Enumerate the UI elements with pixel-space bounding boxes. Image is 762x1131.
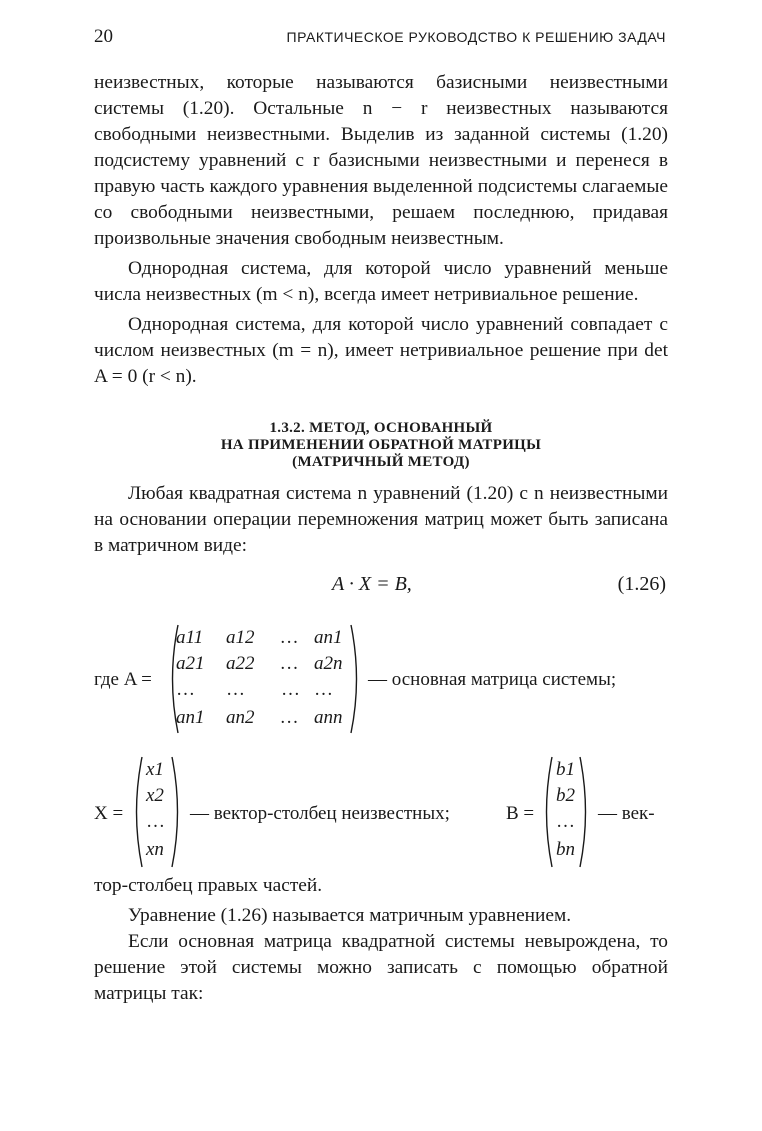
matrix-a-cell: …: [281, 707, 298, 728]
matrix-a-cell: an1: [314, 627, 343, 648]
matrix-a-prefix: где A =: [94, 669, 152, 690]
matrix-a-cell: an2: [226, 707, 255, 728]
matrix-a-cell: a11: [176, 627, 204, 648]
matrix-a-cell: …: [281, 627, 298, 648]
vector-b-entry: bn: [556, 839, 575, 860]
matrix-a-cell: …: [176, 679, 195, 700]
matrix-a-block: [94, 623, 668, 739]
section-heading: [94, 420, 668, 471]
equation-number: (1.26): [617, 573, 666, 595]
page-number: 20: [94, 26, 113, 47]
vector-x-caption: — вектор-столбец неизвестных;: [190, 803, 450, 824]
vector-x-entry: xn: [146, 839, 164, 860]
vector-b-prefix: B =: [506, 803, 535, 824]
equation-text: A · X = B,: [332, 573, 412, 595]
paragraph-rhs-vector: тор-столбец правых частей.: [94, 875, 323, 896]
vector-b-right-paren: [578, 755, 592, 869]
page-body: [94, 70, 668, 1007]
vector-b-left-paren: [540, 755, 554, 869]
matrix-a-cell: …: [281, 653, 298, 674]
paragraph-inverse-matrix: Если основная матрица квадратной системы невырождена, то решение этой системы можно записать с помощью обратной матрицы так:: [94, 931, 668, 1004]
page-header: [94, 26, 666, 48]
vector-x-prefix: X =: [94, 803, 124, 824]
section-heading-line-1: 1.3.2. МЕТОД, ОСНОВАННЫЙ: [269, 420, 493, 436]
vector-x-left-paren: [130, 755, 144, 869]
vector-x-right-paren: [170, 755, 184, 869]
vector-b-caption: — век-: [598, 803, 655, 824]
matrix-a-right-paren: [349, 623, 363, 735]
matrix-a-cell: an1: [176, 707, 205, 728]
matrix-a-caption: — основная матрица системы;: [368, 669, 617, 690]
matrix-a-cell: a22: [226, 653, 255, 674]
vector-x-entry: x1: [146, 759, 164, 780]
vector-b-entry: b2: [556, 785, 575, 806]
running-title: ПРАКТИЧЕСКОЕ РУКОВОДСТВО К РЕШЕНИЮ ЗАДАЧ: [286, 29, 666, 45]
equation-1-26: [94, 573, 668, 603]
vector-x-entry: x2: [146, 785, 164, 806]
paragraph-homogeneous-m-equals-n: Однородная система, для которой число уравнений совпадает с числом неизвестных (m = n), имеет нетривиальное решение при det A = 0 (r < n).: [94, 314, 668, 387]
vector-b-entry: …: [556, 811, 575, 832]
vector-x-entry: …: [146, 811, 165, 832]
paragraph-matrix-equation: Уравнение (1.26) называется матричным уравнением.: [128, 905, 572, 926]
matrix-a-cell: …: [226, 679, 245, 700]
matrix-a-cell: ann: [314, 707, 343, 728]
vectors-block: [94, 755, 668, 873]
paragraph-basis-unknowns: неизвестных, которые называются базисными неизвестными системы (1.20). Остальные n − r неизвестных называются свободными неизвестными. Выделив из заданной системы (1.20) подсистему уравнений с r базисными неизвестными и перенеся в правую часть каждого уравнения выделенной подсистемы слагаемые со свободными неизвестными, решаем последнюю, придавая произвольные значения свободным неизвестным.: [94, 72, 668, 249]
vector-b-entry: b1: [556, 759, 575, 780]
section-heading-line-3: (МАТРИЧНЫЙ МЕТОД): [292, 454, 470, 470]
matrix-a-cell: a12: [226, 627, 255, 648]
matrix-a-cell: a2n: [314, 653, 343, 674]
matrix-a-cell: a21: [176, 653, 205, 674]
matrix-a-cell: …: [314, 679, 333, 700]
paragraph-homogeneous-m-less-n: Однородная система, для которой число уравнений меньше числа неизвестных (m < n), всегда имеет нетривиальное решение.: [94, 258, 668, 305]
matrix-a-cell: …: [281, 679, 300, 700]
paragraph-matrix-form: Любая квадратная система n уравнений (1.20) с n неизвестными на основании операции перемножения матриц может быть записана в матричном виде:: [94, 483, 668, 556]
section-heading-line-2: НА ПРИМЕНЕНИИ ОБРАТНОЙ МАТРИЦЫ: [220, 437, 542, 453]
